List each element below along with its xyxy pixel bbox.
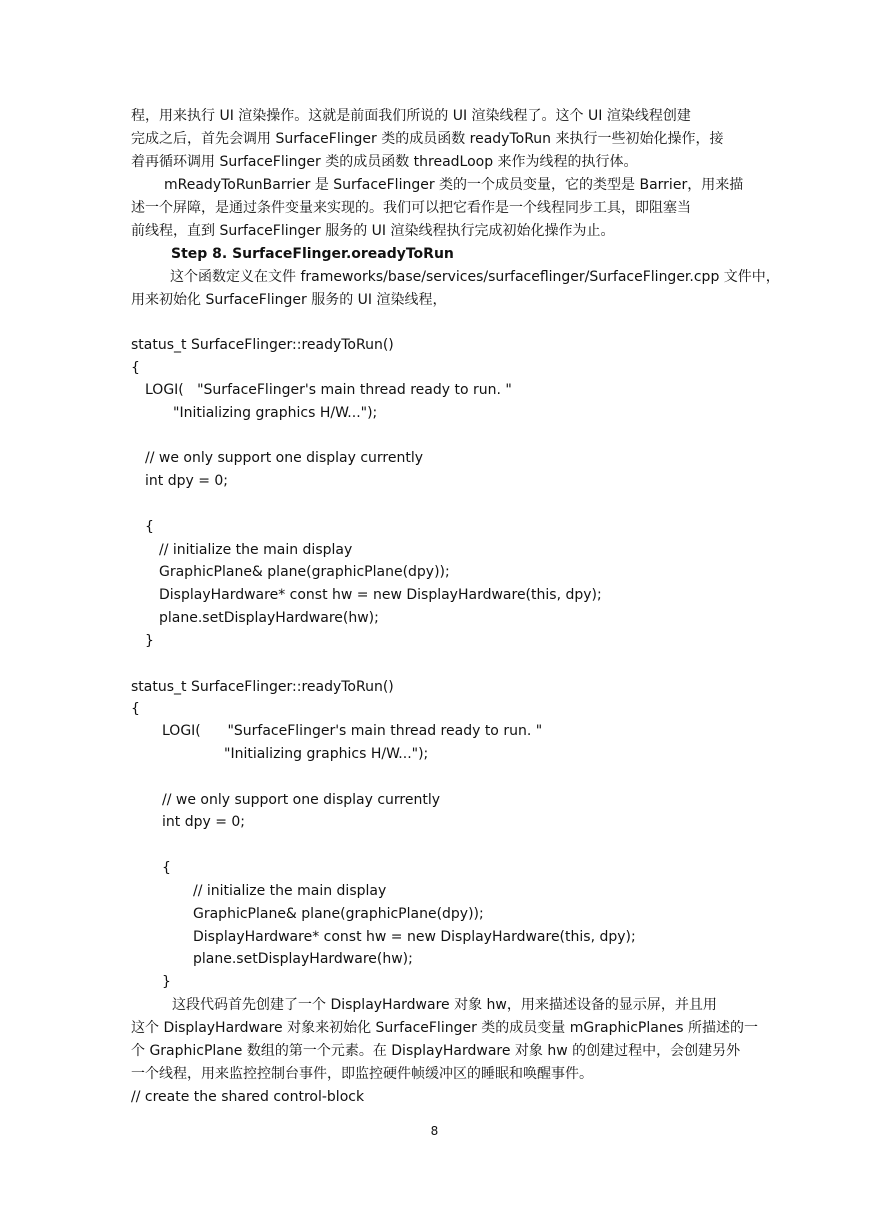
body-text-line: 完成之后，首先会调用 SurfaceFlinger 类的成员函数 readyToRun 来执行一些初始化操作，接: [131, 131, 724, 147]
code-line: }: [162, 974, 171, 990]
step-heading: Step 8. SurfaceFlinger.oreadyToRun: [171, 246, 454, 262]
code-line: "Initializing graphics H/W...");: [173, 405, 378, 421]
code-line: {: [145, 519, 154, 535]
code-line: plane.setDisplayHardware(hw);: [159, 610, 379, 626]
code-line: // we only support one display currently: [162, 792, 441, 808]
code-line: DisplayHardware* const hw = new DisplayHardware(this, dpy);: [159, 587, 602, 603]
body-text-line: 述一个屏障，是通过条件变量来实现的。我们可以把它看作是一个线程同步工具，即阻塞当: [131, 200, 691, 216]
body-text-line: 个 GraphicPlane 数组的第一个元素。在 DisplayHardware 对象 hw 的创建过程中，会创建另外: [131, 1043, 741, 1059]
body-text-line: 前线程，直到 SurfaceFlinger 服务的 UI 渲染线程执行完成初始化操作为止。: [131, 223, 615, 239]
body-text-line: 着再循环调用 SurfaceFlinger 类的成员函数 threadLoop 来作为线程的执行体。: [131, 154, 638, 170]
code-line: GraphicPlane& plane(graphicPlane(dpy));: [159, 564, 450, 580]
body-text-line: 这个 DisplayHardware 对象来初始化 SurfaceFlinger 类的成员变量 mGraphicPlanes 所描述的一: [131, 1020, 759, 1036]
body-text-line: 一个线程，用来监控控制台事件，即监控硬件帧缓冲区的睡眠和唤醒事件。: [131, 1066, 593, 1082]
code-line: // we only support one display currently: [145, 450, 424, 466]
code-line: // create the shared control-block: [131, 1089, 365, 1105]
body-text-line: 这段代码首先创建了一个 DisplayHardware 对象 hw，用来描述设备的显示屏，并且用: [172, 997, 717, 1013]
code-line: int dpy = 0;: [162, 814, 246, 830]
code-line: DisplayHardware* const hw = new DisplayHardware(this, dpy);: [193, 929, 636, 945]
code-line: // initialize the main display: [159, 542, 353, 558]
code-line: GraphicPlane& plane(graphicPlane(dpy));: [193, 906, 484, 922]
body-text-line: mReadyToRunBarrier 是 SurfaceFlinger 类的一个成员变量，它的类型是 Barrier，用来描: [164, 177, 744, 193]
code-line: {: [131, 360, 140, 376]
code-line: "Initializing graphics H/W...");: [224, 746, 429, 762]
page-number: 8: [430, 1124, 439, 1138]
code-line: {: [162, 860, 171, 876]
code-line: LOGI( "SurfaceFlinger's main thread ready to run. ": [145, 382, 512, 398]
code-line: status_t SurfaceFlinger::readyToRun(): [131, 337, 394, 353]
code-line: status_t SurfaceFlinger::readyToRun(): [131, 679, 394, 695]
code-line: int dpy = 0;: [145, 473, 229, 489]
body-text-line: 程，用来执行 UI 渲染操作。这就是前面我们所说的 UI 渲染线程了。这个 UI 渲染线程创建: [131, 108, 691, 124]
code-line: {: [131, 701, 140, 717]
code-line: // initialize the main display: [193, 883, 387, 899]
code-line: plane.setDisplayHardware(hw);: [193, 951, 413, 967]
body-text-line: 用来初始化 SurfaceFlinger 服务的 UI 渲染线程，: [131, 292, 447, 308]
code-line: LOGI( "SurfaceFlinger's main thread ready to run. ": [162, 723, 543, 739]
code-line: }: [145, 633, 154, 649]
body-text-line: 这个函数定义在文件 frameworks/base/services/surfaceflinger/SurfaceFlinger.cpp 文件中，: [170, 269, 780, 285]
